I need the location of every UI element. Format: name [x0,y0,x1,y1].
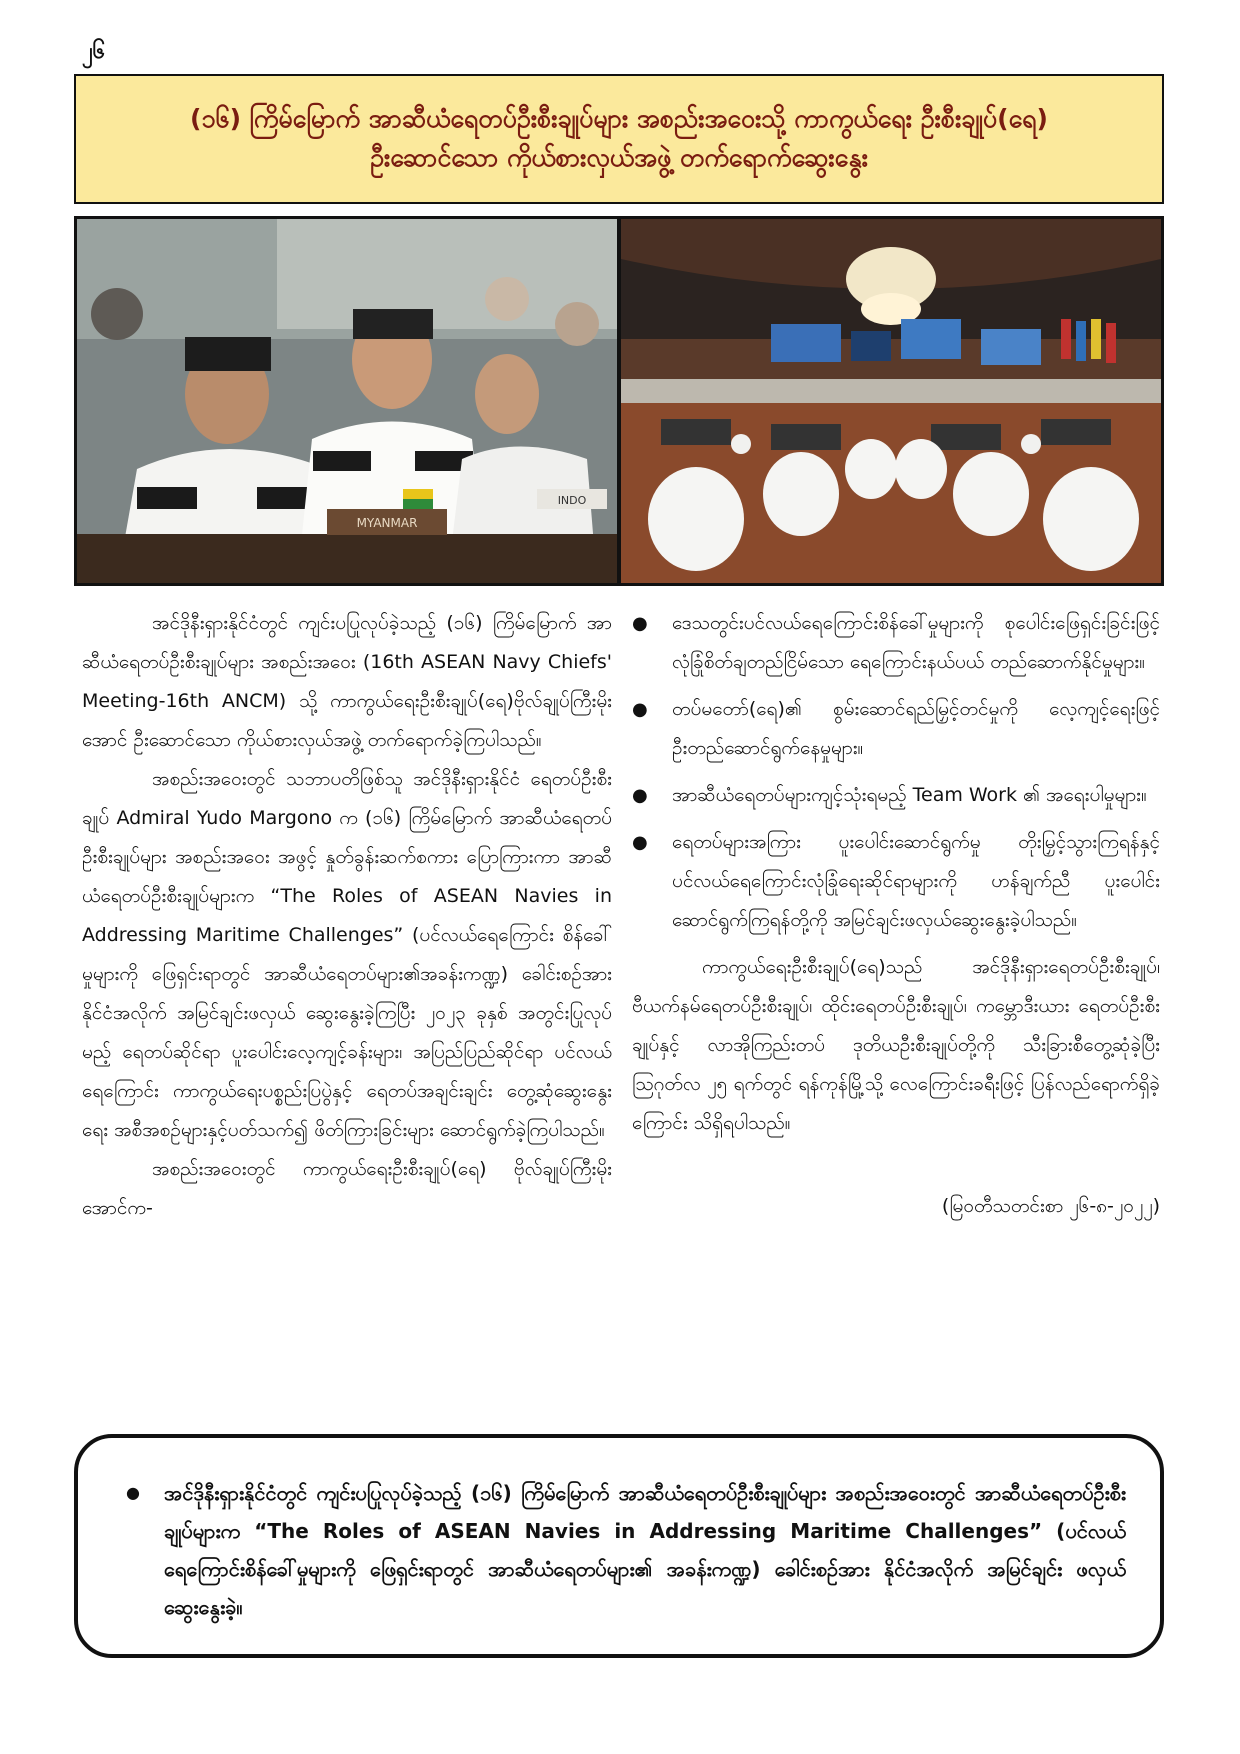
delegation-photo [77,219,621,583]
summary-box [74,1434,1164,1658]
bilateral-meetings-paragraph: ကာကွယ်ရေးဦးစီးချုပ်(ရေ)သည် အင်ဒိုနီးရှားရေတပ်ဦးစီးချုပ်၊ ဗီယက်နမ်ရေတပ်ဦးစီးချုပ်၊ ထိုင်းရေတပ်ဦးစီးချုပ်၊ ကမ္ဘောဒီးယား ရေတပ်ဦးစီးချုပ်နှင့် လာအိုကြည်းတပ် ဒုတိယဦးစီးချုပ်တို့ကို သီးခြားစီတွေ့ဆုံခဲ့ပြီး ဩဂုတ်လ ၂၅ ရက်တွင် ရန်ကုန်မြို့သို့ လေကြောင်းခရီးဖြင့် ပြန်လည်ရောက်ရှိခဲ့ကြောင်း သိရှိရပါသည်။ [632,956,1160,1134]
article-right-column [632,604,1160,1226]
article-left-column [82,604,612,1228]
nameplate-indo: INDO [557,494,587,507]
source-citation: (မြဝတီသတင်းစာ ၂၆-၈-၂၀၂၂) [941,1195,1160,1217]
speech-point: ● ဒေသတွင်းပင်လယ်ရေကြောင်းစိန်ခေါ်မှုများကို စုပေါင်းဖြေရှင်းခြင်းဖြင့် လုံခြုံစိတ်ချတည်ငြိမ်သော ရေကြောင်းနယ်ပယ် တည်ဆောက်နိုင်မှုများ။ [632,604,1160,682]
speech-point: ● တပ်မတော်(ရေ)၏ စွမ်းဆောင်ရည်မြှင့်တင်မှုကို လေ့ကျင့်ရေးဖြင့် ဦးတည်ဆောင်ရွက်နေမှုများ။ [632,690,1160,768]
headline-line-1: (၁၆) ကြိမ်မြောက် အာဆီယံရေတပ်ဦးစီးချုပ်များ အစည်းအဝေးသို့ ကာကွယ်ရေး ဦးစီးချုပ်(ရေ) [190,104,1048,134]
speech-point: ● ရေတပ်များအကြား ပူးပေါင်းဆောင်ရွက်မှု တိုးမြှင့်သွားကြရန်နှင့် ပင်လယ်ရေကြောင်းလုံခြုံရေးဆိုင်ရာများကို ဟန်ချက်ညီ ပူးပေါင်းဆောင်ရွက်ကြရန်တို့ကို အမြင်ချင်းဖလှယ်ဆွေးနွေးခဲ့ပါသည်။ [632,823,1160,940]
summary-point: ● အင်ဒိုနီးရှားနိုင်ငံတွင် ကျင်းပပြုလုပ်ခဲ့သည့် (၁၆) ကြိမ်မြောက် အာဆီယံရေတပ်ဦးစီးချုပ်များ အစည်းအဝေးတွင် အာဆီယံရေတပ်ဦးစီးချုပ်များက “The Roles of ASEAN Navies in Addressing Maritime Challenges” (ပင်လယ် ရေကြောင်းစိန်ခေါ်မှုများကို ဖြေရှင်းရာတွင် အာဆီယံရေတပ်များ၏ အခန်းကဏ္ဍ) ခေါင်းစဉ်အား နိုင်ငံအလိုက် အမြင်ချင်း ဖလှယ် ဆွေးနွေးခဲ့။ [118,1474,1126,1626]
conference-hall-photo [621,219,1161,583]
meeting-paragraph: အစည်းအဝေးတွင် သဘာပတိဖြစ်သူ အင်ဒိုနီးရှားနိုင်ငံ ရေတပ်ဦးစီးချုပ် Admiral Yudo Margono က (၁၆) ကြိမ်မြောက် အာဆီယံရေတပ်ဦးစီးချုပ်များ အစည်းအဝေး အဖွင့် နှုတ်ခွန်းဆက်စကား ပြောကြားကာ အာဆီယံရေတပ်ဦးစီးချုပ်များက “The Roles of ASEAN Navies in Addressing Maritime Challenges” (ပင်လယ်ရေကြောင်း စိန်ခေါ်မှုများကို ဖြေရှင်းရာတွင် အာဆီယံရေတပ်များ၏အခန်းကဏ္ဍ) ခေါင်းစဉ်အား နိုင်ငံအလိုက် အမြင်ချင်းဖလှယ် ဆွေးနွေးခဲ့ကြပြီး ၂၀၂၃ ခုနှစ် အတွင်းပြုလုပ်မည့် ရေတပ်ဆိုင်ရာ ပူးပေါင်းလေ့ကျင့်ခန်းများ၊ အပြည်ပြည်ဆိုင်ရာ ပင်လယ်ရေကြောင်း ကာကွယ်ရေးပစ္စည်းပြပွဲနှင့် ရေတပ်အချင်းချင်း တွေ့ဆုံဆွေးနွေးရေး အစီအစဉ်များနှင့်ပတ်သက်၍ ဖိတ်ကြားခြင်းများ ဆောင်ရွက်ခဲ့ကြပါသည်။ [82,768,612,1141]
page-number: ၂၆ [82,39,106,64]
photo-strip [74,216,1164,586]
headline-box [74,74,1164,204]
speech-lead-paragraph: အစည်းအဝေးတွင် ကာကွယ်ရေးဦးစီးချုပ်(ရေ) ဗိုလ်ချုပ်ကြီးမိုးအောင်က- [82,1158,612,1219]
headline-line-2: ဦးဆောင်သော ကိုယ်စားလှယ်အဖွဲ့ တက်ရောက်ဆွေးနွေး [370,143,868,172]
speech-point: ● အာဆီယံရေတပ်များကျင့်သုံးရမည့် Team Work ၏ အရေးပါမှုများ။ [632,776,1160,815]
intro-paragraph: အင်ဒိုနီးရှားနိုင်ငံတွင် ကျင်းပပြုလုပ်ခဲ့သည့် (၁၆) ကြိမ်မြောက် အာဆီယံရေတပ်ဦးစီးချုပ်များ အစည်းအဝေး (16th ASEAN Navy Chiefs' Meeting-16th ANCM) သို့ ကာကွယ်ရေးဦးစီးချုပ်(ရေ)ဗိုလ်ချုပ်ကြီးမိုးအောင် ဦးဆောင်သော ကိုယ်စားလှယ်အဖွဲ့ တက်ရောက်ခဲ့ကြပါသည်။ [82,612,612,751]
nameplate-myanmar: MYANMAR [356,516,418,530]
speech-points-list [632,604,1160,940]
